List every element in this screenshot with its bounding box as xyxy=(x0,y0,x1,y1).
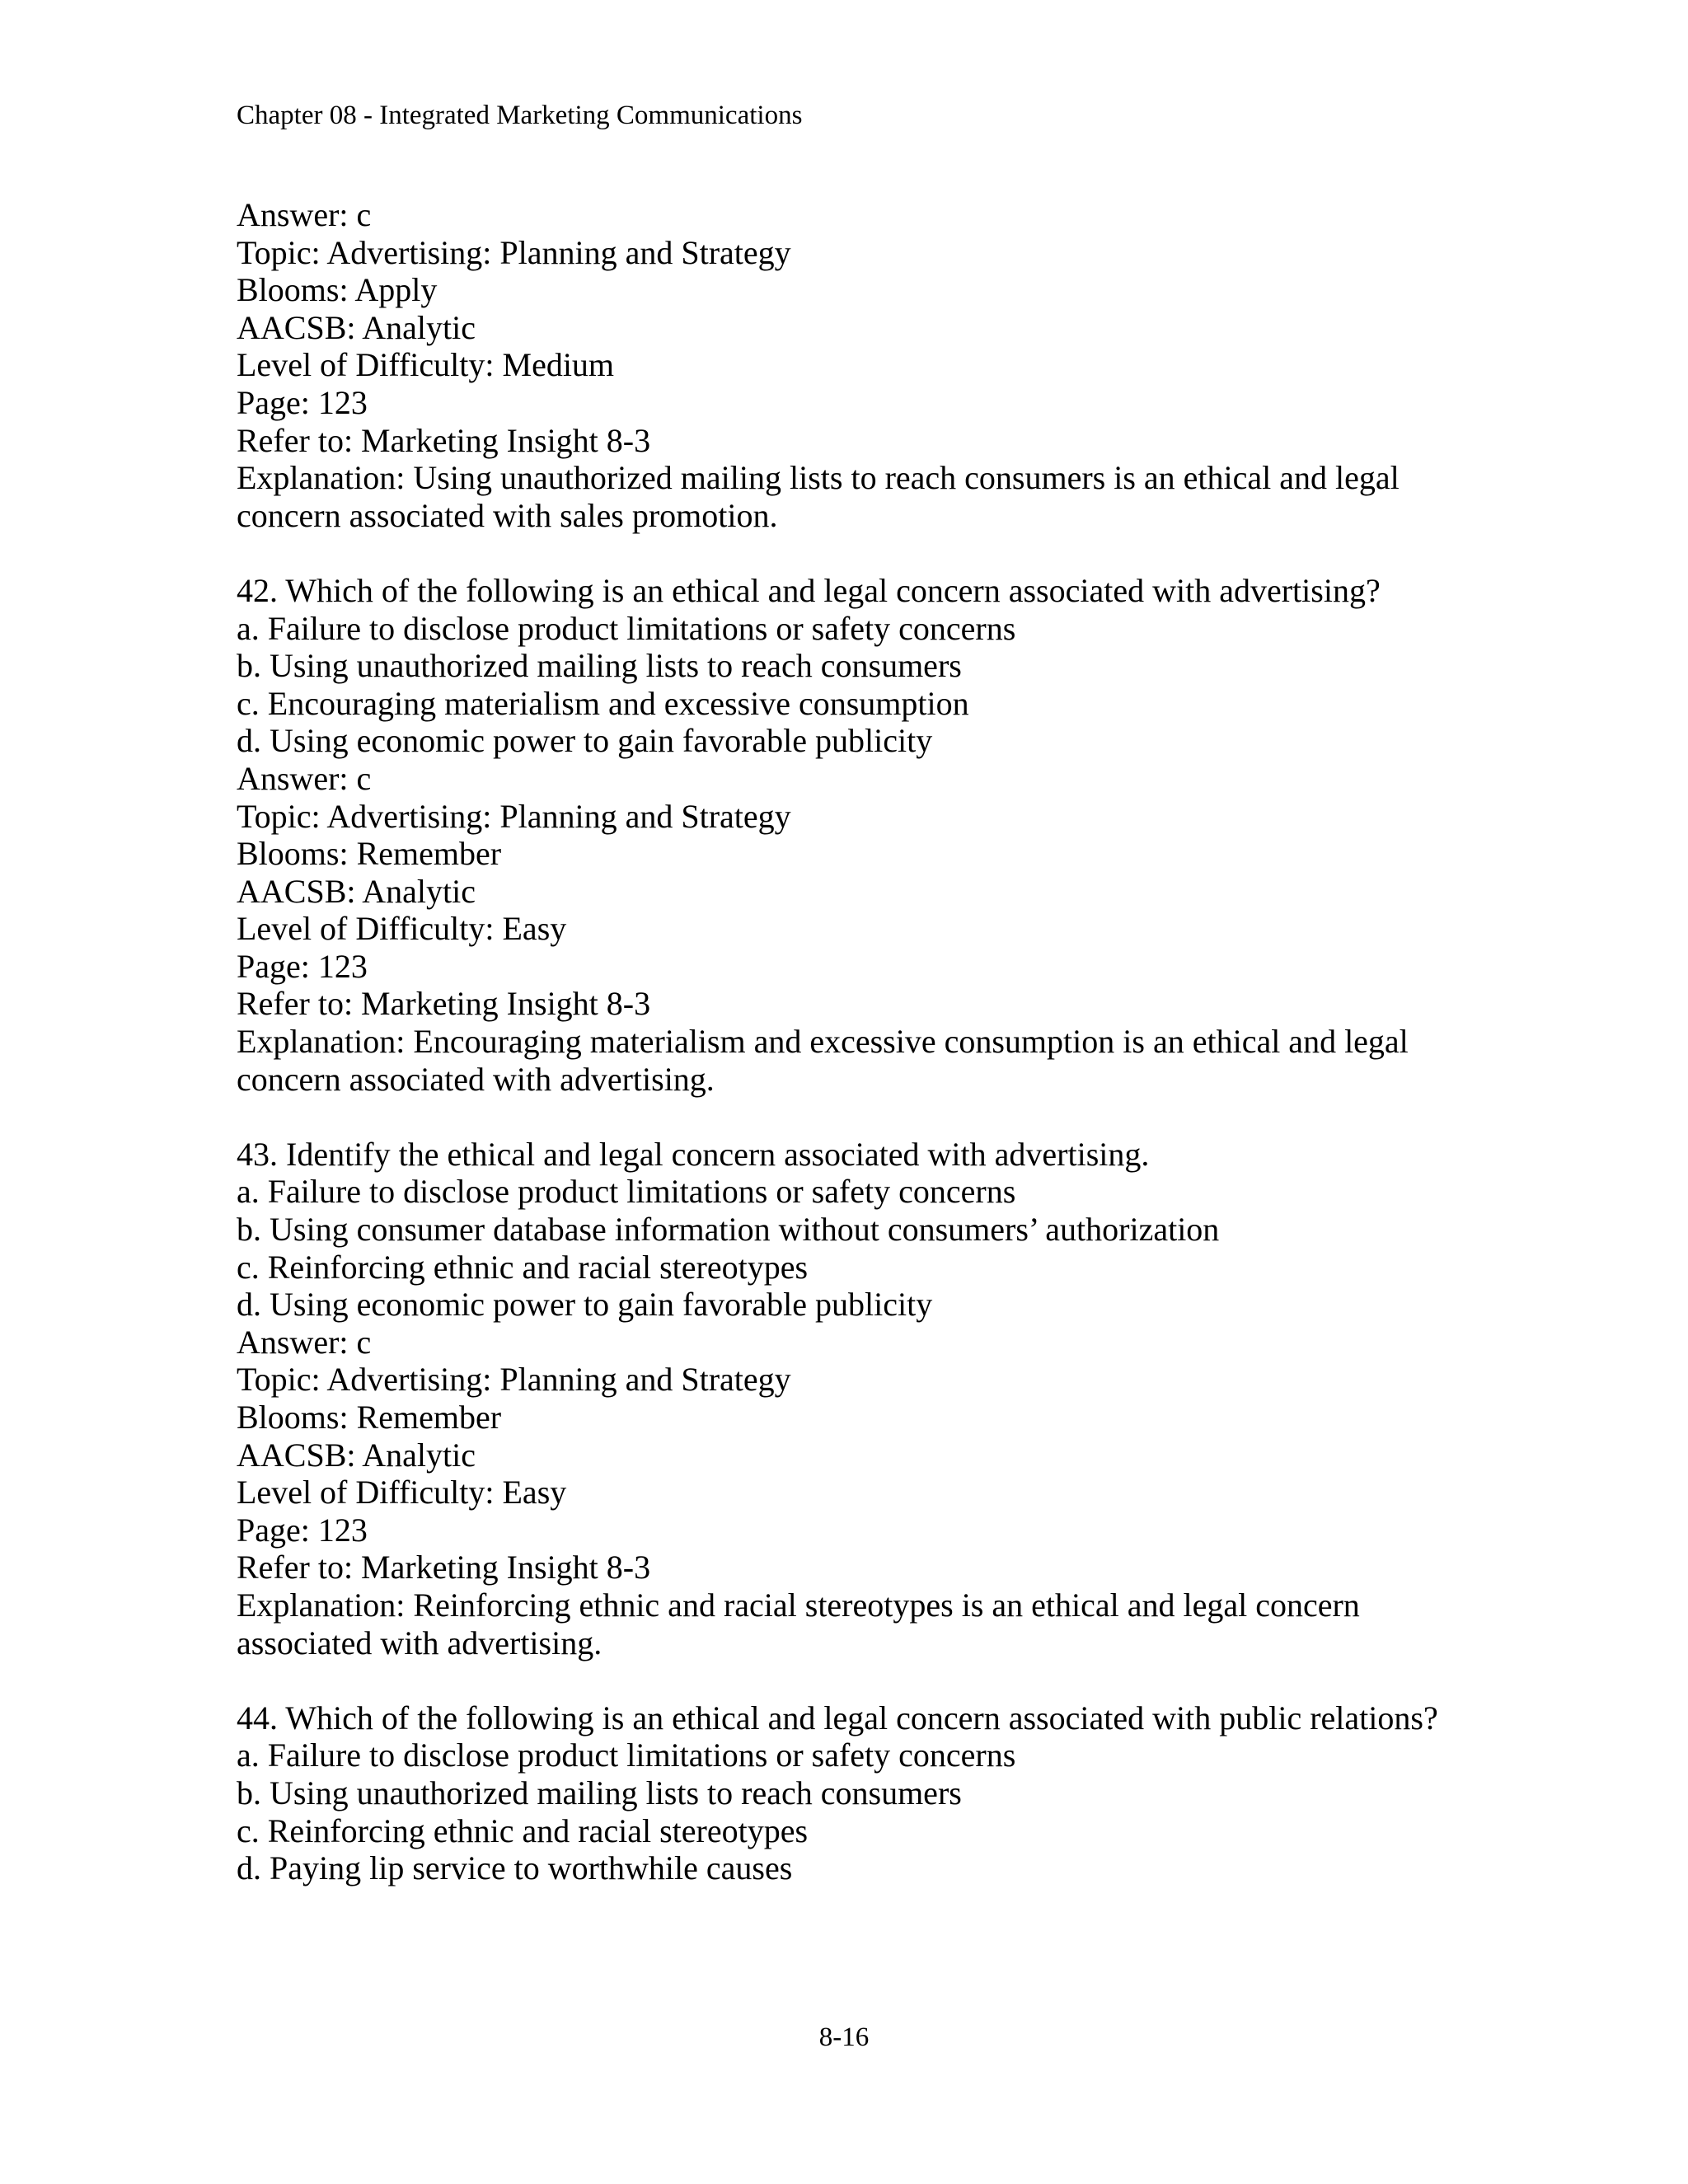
text-line: d. Using economic power to gain favorable publicity xyxy=(237,722,933,760)
text-line: Blooms: Remember xyxy=(237,1399,502,1436)
question-block xyxy=(237,1136,1522,1661)
question-block xyxy=(237,572,1522,1098)
text-line: Level of Difficulty: Easy xyxy=(237,1474,567,1511)
text-line: b. Using consumer database information without consumers’ authorization xyxy=(237,1211,1220,1249)
text-line: Refer to: Marketing Insight 8-3 xyxy=(237,421,651,459)
text-line: a. Failure to disclose product limitations or safety concerns xyxy=(237,1736,1016,1774)
text-line: Blooms: Apply xyxy=(237,271,438,309)
text-line: c. Reinforcing ethnic and racial stereotypes xyxy=(237,1248,809,1286)
text-line: Answer: c xyxy=(237,759,372,797)
text-line: a. Failure to disclose product limitations or safety concerns xyxy=(237,1173,1016,1211)
text-line: concern associated with advertising. xyxy=(237,1060,715,1098)
text-line: c. Encouraging materialism and excessive consumption xyxy=(237,684,969,722)
text-line: Explanation: Using unauthorized mailing lists to reach consumers is an ethical and legal xyxy=(237,459,1400,497)
text-line: b. Using unauthorized mailing lists to reach consumers xyxy=(237,647,962,685)
text-line: Topic: Advertising: Planning and Strategy xyxy=(237,233,791,271)
text-line: associated with advertising. xyxy=(237,1624,603,1661)
text-line: d. Using economic power to gain favorable publicity xyxy=(237,1286,933,1324)
text-line: 43. Identify the ethical and legal concern associated with advertising. xyxy=(237,1135,1150,1173)
text-line: d. Paying lip service to worthwhile causes xyxy=(237,1849,793,1887)
text-line: b. Using unauthorized mailing lists to reach consumers xyxy=(237,1774,962,1811)
text-line: Topic: Advertising: Planning and Strategy xyxy=(237,1361,791,1399)
text-line: 44. Which of the following is an ethical and legal concern associated with public relations? xyxy=(237,1699,1438,1736)
text-line: Answer: c xyxy=(237,196,372,233)
page-header: Chapter 08 - Integrated Marketing Communications xyxy=(237,101,803,130)
text-line: AACSB: Analytic xyxy=(237,872,476,910)
document-body xyxy=(237,196,1522,1887)
text-line: c. Reinforcing ethnic and racial stereotypes xyxy=(237,1811,809,1849)
text-line: AACSB: Analytic xyxy=(237,1436,476,1474)
answer-block xyxy=(237,196,1522,534)
text-line: concern associated with sales promotion. xyxy=(237,496,778,534)
text-line: Topic: Advertising: Planning and Strategy xyxy=(237,797,791,835)
text-line: Page: 123 xyxy=(237,1511,368,1549)
text-line: Explanation: Encouraging materialism and excessive consumption is an ethical and legal xyxy=(237,1023,1409,1061)
text-line: Page: 123 xyxy=(237,383,368,421)
question-block xyxy=(237,1699,1522,1887)
text-line: Level of Difficulty: Easy xyxy=(237,910,567,948)
text-line: Blooms: Remember xyxy=(237,835,502,873)
text-line: Refer to: Marketing Insight 8-3 xyxy=(237,1549,651,1586)
text-line: Explanation: Reinforcing ethnic and racial stereotypes is an ethical and legal concern xyxy=(237,1586,1360,1624)
text-line: a. Failure to disclose product limitations or safety concerns xyxy=(237,609,1016,647)
text-line: 42. Which of the following is an ethical and legal concern associated with advertising? xyxy=(237,571,1381,609)
text-line: Page: 123 xyxy=(237,947,368,985)
text-line: Refer to: Marketing Insight 8-3 xyxy=(237,985,651,1023)
page-number: 8-16 xyxy=(818,2022,870,2052)
text-line: Level of Difficulty: Medium xyxy=(237,346,615,384)
text-line: AACSB: Analytic xyxy=(237,308,476,346)
text-line: Answer: c xyxy=(237,1323,372,1361)
